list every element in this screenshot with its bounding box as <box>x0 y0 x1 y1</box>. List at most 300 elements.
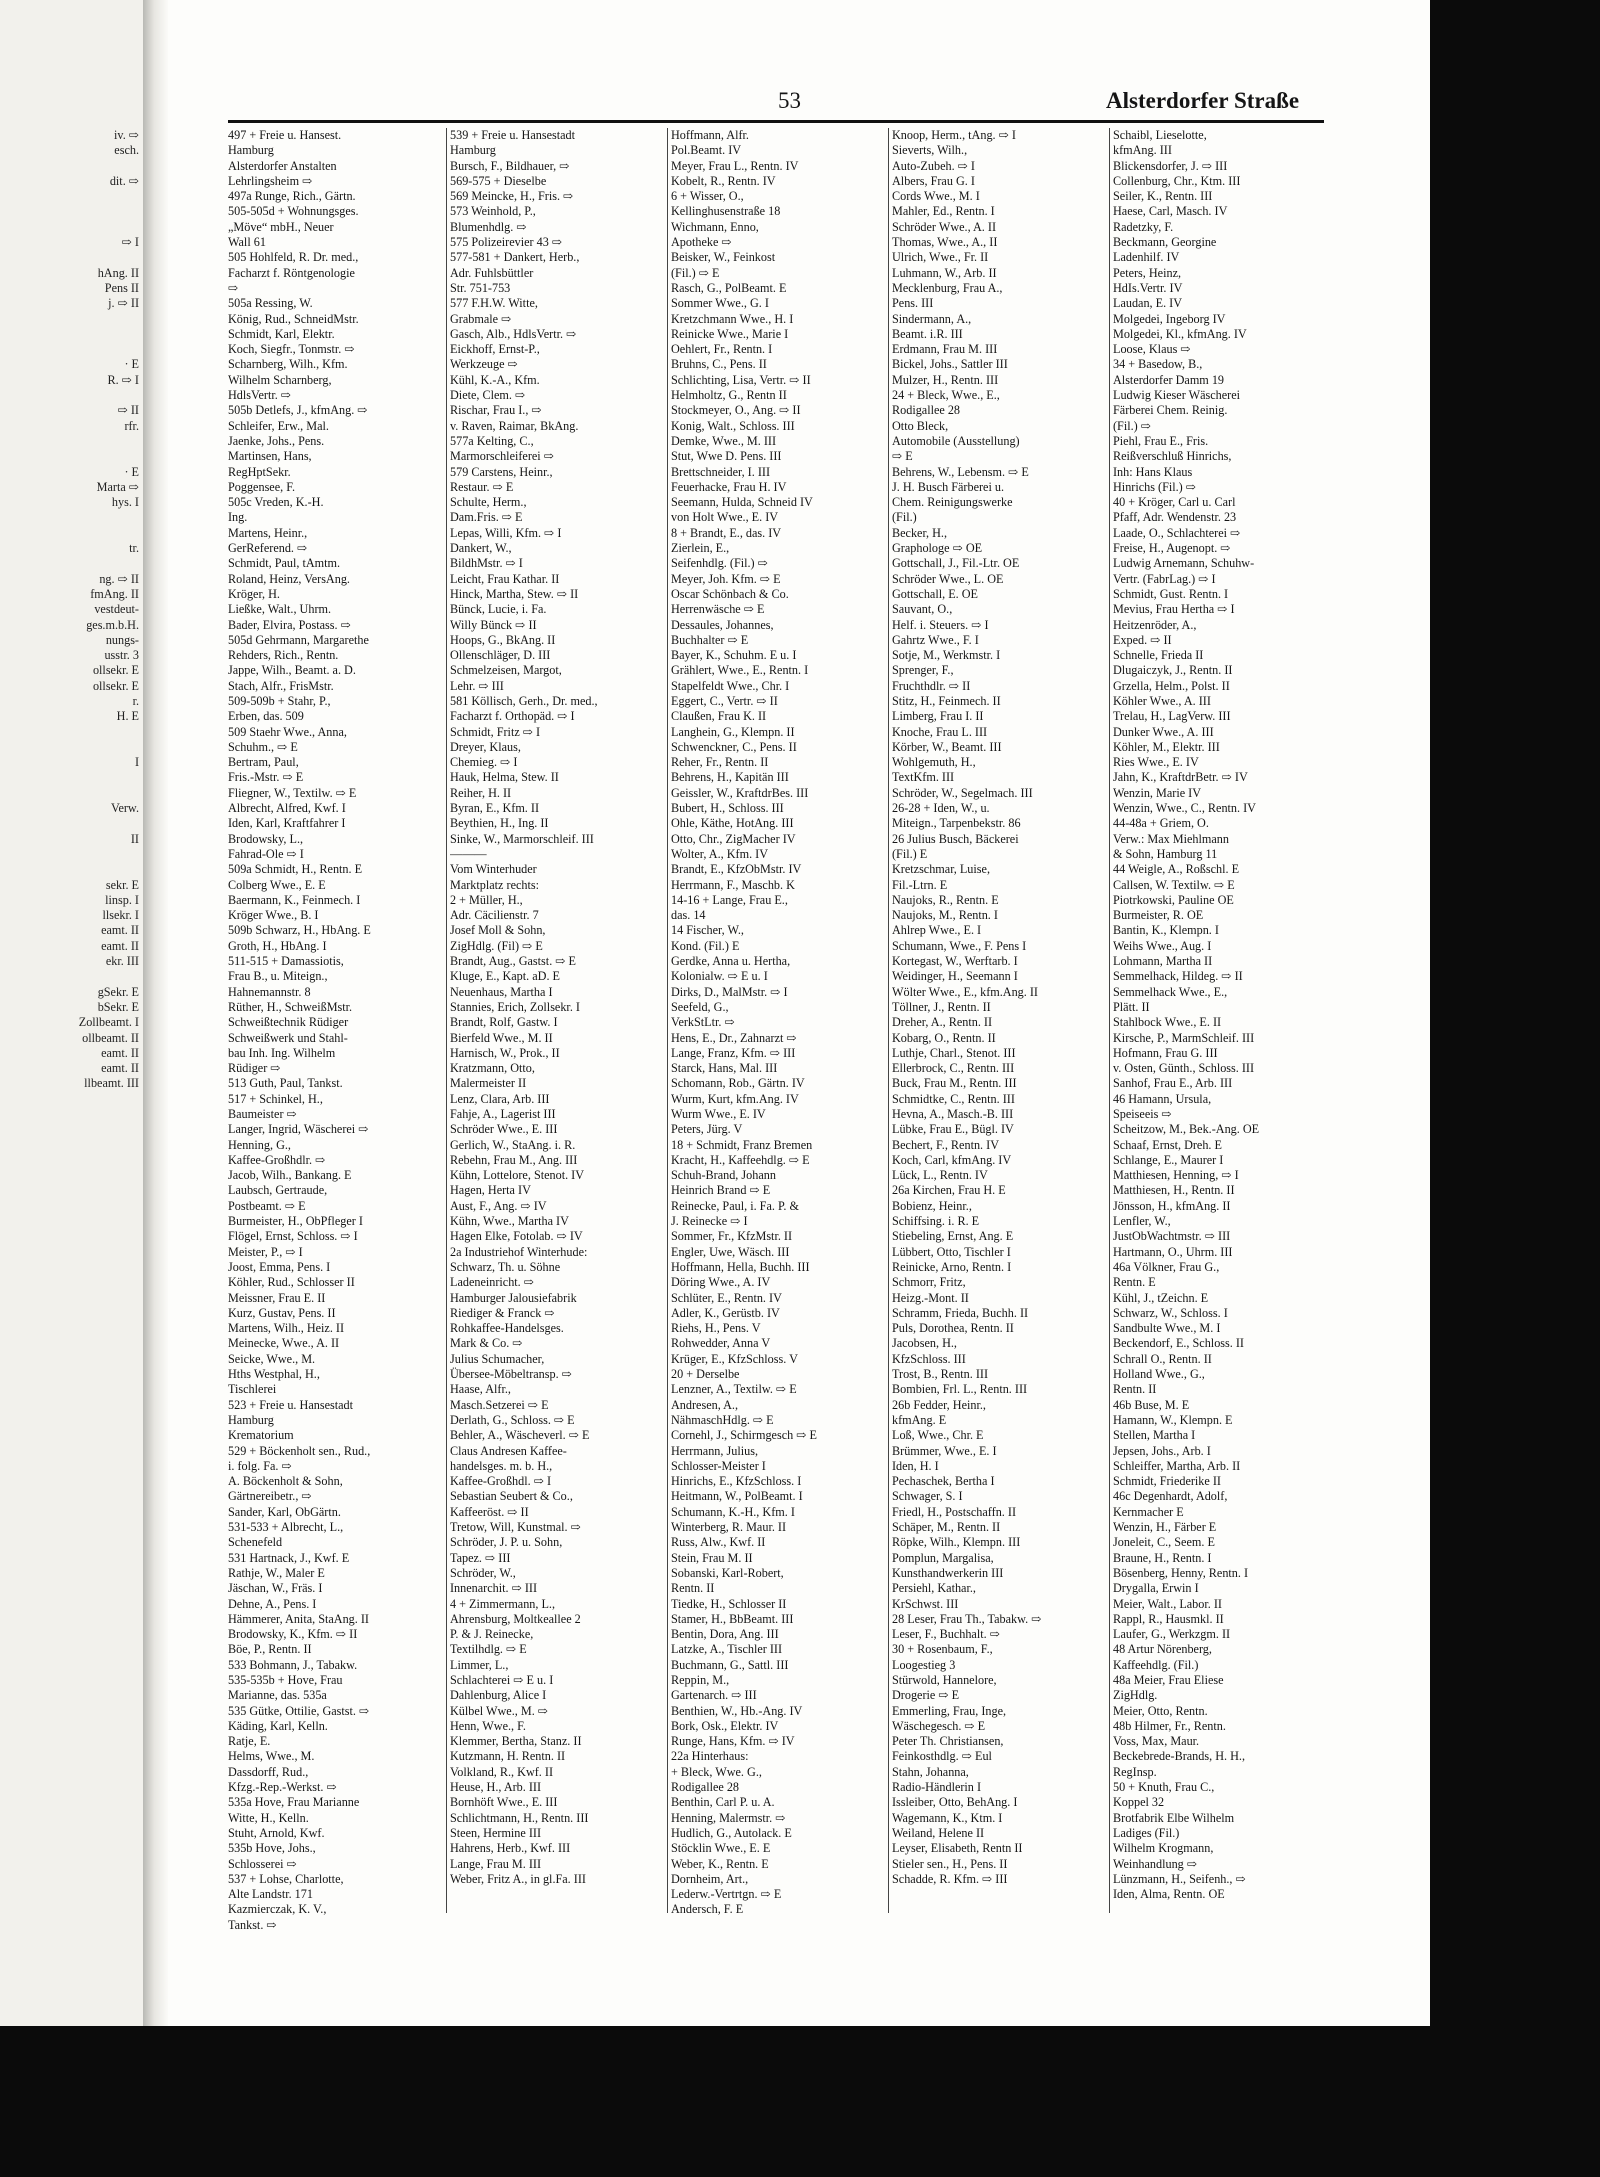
directory-entry-line: Collenburg, Chr., Ktm. III <box>1113 173 1241 188</box>
directory-entry-line: Weiland, Helene II <box>892 1825 985 1840</box>
directory-entry-line: Herrmann, Julius, <box>671 1443 758 1458</box>
directory-entry-line: Wolter, A., Kfm. IV <box>671 846 769 861</box>
directory-entry-line: Schröder, J. P. u. Sohn, <box>450 1535 563 1550</box>
previous-page-line: · E <box>124 357 139 372</box>
directory-entry-line: Kellinghusenstraße 18 <box>671 204 781 219</box>
directory-entry-line: Bobienz, Heinr., <box>892 1198 972 1213</box>
directory-entry-line: Tiedke, H., Schlosser II <box>671 1596 787 1611</box>
directory-entry-line: 533 Bohmann, J., Tabakw. <box>228 1657 358 1672</box>
directory-entry-line: Volkland, R., Kwf. II <box>450 1764 554 1779</box>
previous-page-line <box>79 510 139 525</box>
directory-entry-line: Restaur. ⇨ E <box>450 479 514 494</box>
directory-entry-line: Sandbulte Wwe., M. I <box>1113 1321 1221 1336</box>
directory-entry-line: Helf. i. Steuers. ⇨ I <box>892 617 989 632</box>
directory-entry-line: von Holt Wwe., E. IV <box>671 510 779 525</box>
directory-entry-line: Luhmann, W., Arb. II <box>892 265 997 280</box>
directory-entry-line: JustObWachtmstr. ⇨ III <box>1113 1229 1231 1244</box>
directory-entry-line: Kröger, H. <box>228 586 280 601</box>
directory-entry-line: 8 + Brandt, E., das. IV <box>671 525 782 540</box>
directory-entry-line: Stiebeling, Ernst, Ang. E <box>892 1229 1014 1244</box>
directory-entry-line: Haese, Carl, Masch. IV <box>1113 204 1228 219</box>
directory-entry-line: Ries Wwe., E. IV <box>1113 755 1199 770</box>
directory-entry-line: Scharnberg, Wilh., Kfm. <box>228 357 348 372</box>
directory-entry-line: Julius Schumacher, <box>450 1351 545 1366</box>
directory-entry-line: Laufer, G., Werkzgm. II <box>1113 1627 1231 1642</box>
directory-entry-line: Matthiesen, Henning, ⇨ I <box>1113 1168 1239 1183</box>
directory-entry-line: Fil.-Ltrn. E <box>892 877 948 892</box>
directory-entry-line: Hahrens, Herb., Kwf. III <box>450 1841 571 1856</box>
directory-entry-line: 2a Industriehof Winterhude: <box>450 1244 588 1259</box>
directory-entry-line: Schnelle, Frieda II <box>1113 648 1204 663</box>
directory-entry-line: Fahrad-Ole ⇨ I <box>228 846 304 861</box>
directory-entry-line: Weidinger, H., Seemann I <box>892 969 1018 984</box>
directory-entry-line: Mark & Co. ⇨ <box>450 1336 523 1351</box>
previous-page-text <box>79 128 139 1092</box>
directory-entry-line: Laubsch, Gertraude, <box>228 1183 328 1198</box>
directory-entry-line: 48b Hilmer, Fr., Rentn. <box>1113 1718 1226 1733</box>
directory-entry-line: Schrall O., Rentn. II <box>1113 1351 1212 1366</box>
directory-entry-line: Schmelzeisen, Margot, <box>450 663 562 678</box>
previous-page-line: tr. <box>129 541 139 556</box>
directory-entry-line: Kracht, H., Kaffeehdlg. ⇨ E <box>671 1152 810 1167</box>
directory-entry-line: Zierlein, E., <box>671 541 730 556</box>
directory-entry-line: Hofmann, Frau G. III <box>1113 1045 1218 1060</box>
previous-page-line: R. ⇨ I <box>107 372 139 387</box>
directory-entry-line: Rentn. E <box>1113 1275 1156 1290</box>
directory-entry-line: Brodowsky, L., <box>228 831 304 846</box>
directory-entry-line: 511-515 + Damassiotis, <box>228 954 344 969</box>
directory-entry-line: HdIs.Vertr. IV <box>1113 280 1183 295</box>
directory-entry-line: Lange, Frau M. III <box>450 1856 542 1871</box>
directory-entry-line: Kernmacher E <box>1113 1504 1184 1519</box>
directory-entry-line: Leicht, Frau Kathar. II <box>450 571 560 586</box>
directory-entry-line: Diete, Clem. ⇨ <box>450 388 526 403</box>
directory-entry-line: Radio-Händlerin I <box>892 1780 982 1795</box>
directory-entry-line: Wäschegesch. ⇨ E <box>892 1718 986 1733</box>
directory-entry-line: Lenzner, A., Textilw. ⇨ E <box>671 1382 797 1397</box>
directory-entry-line: Meier, Walt., Labor. II <box>1113 1596 1222 1611</box>
directory-entry-line: Jahn, K., KraftdrBetr. ⇨ IV <box>1113 770 1248 785</box>
directory-entry-line: Marianne, das. 535a <box>228 1688 327 1703</box>
directory-entry-line: 24 + Bleck, Wwe., E., <box>892 388 1000 403</box>
directory-entry-line: Bantin, K., Klempn. I <box>1113 923 1219 938</box>
previous-page-line: rfr. <box>124 418 139 433</box>
directory-entry-line: Rodigallee 28 <box>892 403 961 418</box>
directory-entry-line: Chem. Reinigungswerke <box>892 495 1013 510</box>
directory-entry-line: Stitz, H., Feinmech. II <box>892 693 1001 708</box>
directory-entry-line: 509b Schwarz, H., HbAng. E <box>228 923 371 938</box>
directory-entry-line: Laudan, E. IV <box>1113 296 1183 311</box>
directory-entry-line: Rentn. II <box>671 1581 715 1596</box>
directory-entry-line: 513 Guth, Paul, Tankst. <box>228 1076 343 1091</box>
directory-entry-line: Grzella, Helm., Polst. II <box>1113 678 1230 693</box>
directory-entry-line: Heitzenröder, A., <box>1113 617 1197 632</box>
directory-entry-line: Schwenckner, C., Pens. II <box>671 739 797 754</box>
directory-entry-line: Töllner, J., Rentn. II <box>892 999 991 1014</box>
previous-page-line: · E <box>124 464 139 479</box>
directory-entry-line: J. H. Busch Färberei u. <box>892 479 1005 494</box>
directory-entry-line: Färberei Chem. Reinig. <box>1113 403 1228 418</box>
directory-entry-line: Henning, Malermstr. ⇨ <box>671 1810 786 1825</box>
directory-entry-line: Mahler, Ed., Rentn. I <box>892 204 995 219</box>
directory-entry-line: Neuenhaus, Martha I <box>450 984 553 999</box>
directory-entry-line: Lenz, Clara, Arb. III <box>450 1091 550 1106</box>
directory-entry-line: 26a Kirchen, Frau H. E <box>892 1183 1006 1198</box>
directory-entry-line: 505a Ressing, W. <box>228 296 313 311</box>
directory-entry-line: Heizg.-Mont. II <box>892 1290 969 1305</box>
directory-entry-line: Limberg, Frau I. II <box>892 709 984 724</box>
directory-entry-line: Beisker, W., Feinkost <box>671 250 776 265</box>
directory-entry-line: Heinrich Brand ⇨ E <box>671 1183 771 1198</box>
directory-entry-line: Koch, Siegfr., Tonmstr. ⇨ <box>228 342 355 357</box>
directory-entry-line: Gahrtz Wwe., F. I <box>892 632 979 647</box>
directory-entry-line: Riediger & Franck ⇨ <box>450 1305 555 1320</box>
directory-entry-line: Innenarchit. ⇨ III <box>450 1581 538 1596</box>
directory-entry-line: Sprenger, F., <box>892 663 954 678</box>
directory-entry-line: Ließke, Walt., Uhrm. <box>228 602 332 617</box>
directory-entry-line: Reißverschluß Hinrichs, <box>1113 449 1232 464</box>
directory-entry-line: Masch.Setzerei ⇨ E <box>450 1397 549 1412</box>
directory-entry-line: 26-28 + Iden, W., u. <box>892 801 990 816</box>
previous-page-line: r. <box>132 693 139 708</box>
directory-entry-line: 20 + Derselbe <box>671 1367 740 1382</box>
running-head: Alsterdorfer Straße <box>1106 88 1300 113</box>
book-gutter <box>143 0 168 2177</box>
directory-entry-line: 44 Weigle, A., Roßschl. E <box>1113 862 1240 877</box>
directory-entry-line: + Bleck, Wwe. G., <box>671 1764 762 1779</box>
directory-column-2 <box>450 128 666 1978</box>
directory-entry-line: Gerdke, Anna u. Hertha, <box>671 954 791 969</box>
directory-entry-line: Otto, Chr., ZigMacher IV <box>671 831 796 846</box>
scan-border-right <box>1430 0 1600 2177</box>
directory-entry-line: Langer, Ingrid, Wäscherei ⇨ <box>228 1122 369 1137</box>
directory-entry-line: 577 F.H.W. Witte, <box>450 296 538 311</box>
directory-entry-line: Leyser, Elisabeth, Rentn II <box>892 1841 1023 1856</box>
directory-entry-line: Schlosser-Meister I <box>671 1458 766 1473</box>
directory-entry-line: 535-535b + Hove, Frau <box>228 1672 343 1687</box>
directory-entry-line: Jacob, Wilh., Bankang. E <box>228 1168 352 1183</box>
directory-entry-line: Schlichting, Lisa, Vertr. ⇨ II <box>671 372 811 387</box>
directory-entry-line: Erdmann, Frau M. III <box>892 342 998 357</box>
directory-entry-line: Bösenberg, Henny, Rentn. I <box>1113 1565 1249 1580</box>
directory-entry-line: Rasch, G., PolBeamt. E <box>671 280 787 295</box>
directory-entry-line: 48 Artur Nörenberg, <box>1113 1642 1212 1657</box>
directory-entry-line: Rathje, W., Maler E <box>228 1565 325 1580</box>
directory-entry-line: Becker, H., <box>892 525 948 540</box>
directory-entry-line: Kirsche, P., MarmSchleif. III <box>1113 1030 1255 1045</box>
directory-entry-line: Dornheim, Art., <box>671 1871 749 1886</box>
directory-entry-line: Lange, Franz, Kfm. ⇨ III <box>671 1045 796 1060</box>
directory-entry-line: Poggensee, F. <box>228 479 296 494</box>
previous-page-line: dit. ⇨ <box>109 173 139 188</box>
directory-entry-line: 48a Meier, Frau Eliese <box>1113 1672 1224 1687</box>
directory-entry-line: Kunsthandwerkerin III <box>892 1565 1004 1580</box>
directory-entry-line: 28 Leser, Frau Th., Tabakw. ⇨ <box>892 1611 1042 1626</box>
directory-entry-line: Pomplun, Margalisa, <box>892 1550 994 1565</box>
directory-entry-line: Kretzschmar, Luise, <box>892 862 990 877</box>
directory-entry-line: Gottschall, J., Fil.-Ltr. OE <box>892 556 1020 571</box>
column-divider <box>446 128 447 1913</box>
directory-entry-line: (Fil.) ⇨ <box>1113 418 1151 433</box>
directory-entry-line: 505 Hohlfeld, R. Dr. med., <box>228 250 359 265</box>
directory-entry-line: Colberg Wwe., E. E <box>228 877 326 892</box>
directory-entry-line: Gartenarch. ⇨ III <box>671 1688 757 1703</box>
directory-entry-line: Wenzin, Wwe., C., Rentn. IV <box>1113 801 1256 816</box>
directory-entry-line: Rappl, R., Hausmkl. II <box>1113 1611 1224 1626</box>
directory-entry-line: Schlichtmann, H., Rentn. III <box>450 1810 589 1825</box>
directory-entry-line: Feuerhacke, Frau H. IV <box>671 479 787 494</box>
directory-entry-line: Claußen, Frau K. II <box>671 709 767 724</box>
directory-entry-line: Mecklenburg, Frau A., <box>892 280 1003 295</box>
directory-entry-line: Lepas, Willi, Kfm. ⇨ I <box>450 525 562 540</box>
directory-entry-line: Koppel 32 <box>1113 1795 1165 1810</box>
directory-entry-line: 44-48a + Griem, O. <box>1113 816 1209 831</box>
directory-entry-line: Pfaff, Adr. Wendenstr. 23 <box>1113 510 1237 525</box>
directory-entry-line: TextKfm. III <box>892 770 955 785</box>
directory-entry-line: Oscar Schönbach & Co. <box>671 586 789 601</box>
directory-entry-line: ZigHdlg. (Fil) ⇨ E <box>450 938 543 953</box>
directory-entry-line: Bünck, Lucie, i. Fa. <box>450 602 547 617</box>
directory-entry-line: Emmerling, Frau, Inge, <box>892 1703 1007 1718</box>
directory-entry-line: BildhMstr. ⇨ I <box>450 556 523 571</box>
directory-entry-line: Benthien, W., Hb.-Ang. IV <box>671 1703 803 1718</box>
directory-entry-line: Stuht, Arnold, Kwf. <box>228 1825 325 1840</box>
directory-entry-line: Kolonialw. ⇨ E u. I <box>671 969 768 984</box>
directory-entry-line: Postbeamt. ⇨ E <box>228 1198 306 1213</box>
previous-page-line: linsp. I <box>105 892 139 907</box>
directory-entry-line: Heuse, H., Arb. III <box>450 1780 542 1795</box>
directory-entry-line: Köhler, Rud., Schlosser II <box>228 1275 355 1290</box>
directory-entry-line: Jaenke, Johs., Pens. <box>228 433 325 448</box>
directory-entry-line: Bickel, Johs., Sattler III <box>892 357 1008 372</box>
directory-entry-line: Hahnemannstr. 8 <box>228 984 311 999</box>
directory-entry-line: 46a Völkner, Frau G., <box>1113 1259 1220 1274</box>
directory-entry-line: Brodowsky, K., Kfm. ⇨ II <box>228 1627 358 1642</box>
directory-entry-line: Ratje, E. <box>228 1734 271 1749</box>
directory-entry-line: Matthiesen, H., Rentn. II <box>1113 1183 1235 1198</box>
directory-entry-line: Schramm, Frieda, Buchh. II <box>892 1305 1029 1320</box>
directory-entry-line: Sieverts, Wilh., <box>892 143 968 158</box>
directory-entry-line: Meinecke, Wwe., A. II <box>228 1336 340 1351</box>
directory-entry-line: Bertram, Paul, <box>228 755 299 770</box>
directory-entry-line: Wenzin, Marie IV <box>1113 785 1202 800</box>
directory-entry-line: Friedl, H., Postschaffn. II <box>892 1504 1017 1519</box>
directory-entry-line: Lehrlingsheim ⇨ <box>228 173 313 188</box>
directory-entry-line: Vom Winterhuder <box>450 862 537 877</box>
directory-entry-line: Wurm, Kurt, kfm.Ang. IV <box>671 1091 799 1106</box>
directory-entry-line: Alte Landstr. 171 <box>228 1887 313 1902</box>
previous-page-line: eamt. II <box>101 923 139 938</box>
directory-entry-line: Henning, G., <box>228 1137 291 1152</box>
directory-entry-line: Meissner, Frau E. II <box>228 1290 326 1305</box>
directory-entry-line: Seifenhdlg. (Fil.) ⇨ <box>671 556 768 571</box>
previous-page-line <box>79 770 139 785</box>
previous-page-line <box>79 342 139 357</box>
directory-entry-line: Wenzin, H., Färber E <box>1113 1520 1217 1535</box>
directory-entry-line: Radetzky, F. <box>1113 219 1174 234</box>
directory-entry-line: Schmidt, Karl, Elektr. <box>228 326 335 341</box>
column-divider <box>1109 128 1110 1913</box>
directory-entry-line: Kühl, J., tZeichn. E <box>1113 1290 1209 1305</box>
directory-entry-line: Hths Westphal, H., <box>228 1367 320 1382</box>
directory-entry-line: (Fil.) E <box>892 846 928 861</box>
directory-entry-line: Mevius, Frau Hertha ⇨ I <box>1113 602 1235 617</box>
directory-entry-line: 30 + Rosenbaum, F., <box>892 1642 993 1657</box>
directory-entry-line: Ludwig Arnemann, Schuhw- <box>1113 556 1255 571</box>
previous-page-line: bSekr. E <box>97 999 139 1014</box>
directory-entry-line: Reinecke, Paul, i. Fa. P. & <box>671 1198 799 1213</box>
directory-entry-line: 569 Meincke, H., Fris. ⇨ <box>450 189 574 204</box>
directory-entry-line: 505-505d + Wohnungsges. <box>228 204 359 219</box>
directory-entry-line: Ladenhilf. IV <box>1113 250 1180 265</box>
directory-entry-line: Persiehl, Kathar., <box>892 1581 976 1596</box>
directory-entry-line: Wichmann, Enno, <box>671 219 759 234</box>
directory-entry-line: Stach, Alfr., FrisMstr. <box>228 678 334 693</box>
directory-entry-line: das. 14 <box>671 908 706 923</box>
directory-entry-line: Weber, Fritz A., in gl.Fa. III <box>450 1871 586 1886</box>
directory-entry-line: 509-509b + Stahr, P., <box>228 693 331 708</box>
directory-entry-line: Derlath, G., Schloss. ⇨ E <box>450 1412 575 1427</box>
directory-entry-line: Kfzg.-Rep.-Werkst. ⇨ <box>228 1780 337 1795</box>
directory-entry-line: Ing. <box>228 510 248 525</box>
directory-entry-line: Ellerbrock, C., Rentn. III <box>892 1061 1015 1076</box>
directory-entry-line: Loose, Klaus ⇨ <box>1113 342 1191 357</box>
previous-page-line: II <box>130 831 139 846</box>
directory-entry-line: Kühn, Wwe., Martha IV <box>450 1214 569 1229</box>
directory-entry-line: Feinkosthdlg. ⇨ Eul <box>892 1749 992 1764</box>
directory-entry-line: Hevna, A., Masch.-B. III <box>892 1107 1014 1121</box>
directory-entry-line: Otto Bleck, <box>892 418 949 433</box>
directory-entry-line: Brotfabrik Elbe Wilhelm <box>1113 1810 1235 1825</box>
directory-entry-line: Automobile (Ausstellung) <box>892 433 1020 448</box>
previous-page-line <box>79 434 139 449</box>
directory-entry-line: Eickhoff, Ernst-P., <box>450 342 540 357</box>
directory-entry-line: Fliegner, W., Textilw. ⇨ E <box>228 785 357 800</box>
column-divider <box>667 128 668 1913</box>
directory-entry-line: Reher, Fr., Rentn. II <box>671 755 769 770</box>
directory-entry-line: Kobelt, R., Rentn. IV <box>671 173 776 188</box>
directory-entry-line: Röpke, Wilh., Klempn. III <box>892 1535 1021 1550</box>
directory-entry-line: Sander, Karl, ObGärtn. <box>228 1504 341 1519</box>
directory-entry-line: Beckmann, Georgine <box>1113 235 1217 250</box>
directory-entry-line: Sommer, Fr., KfzMstr. II <box>671 1229 793 1244</box>
directory-entry-line: Helmholtz, G., Rentn II <box>671 388 787 403</box>
directory-entry-line: Wölter Wwe., E., kfm.Ang. II <box>892 984 1038 999</box>
directory-entry-line: Weihs Wwe., Aug. I <box>1113 938 1212 953</box>
previous-page-line <box>79 312 139 327</box>
previous-page-line: hys. I <box>111 495 139 510</box>
directory-entry-line: Schröder Wwe., A. II <box>892 219 997 234</box>
directory-entry-line: Dessaules, Johannes, <box>671 617 774 632</box>
directory-column-3 <box>671 128 887 1978</box>
directory-entry-line: Schäper, M., Rentn. II <box>892 1520 1001 1535</box>
previous-page-line <box>79 969 139 984</box>
directory-entry-line: Behrens, H., Kapitän III <box>671 770 789 785</box>
directory-column-4 <box>892 128 1108 1978</box>
directory-entry-line: Groth, H., HbAng. I <box>228 938 327 953</box>
directory-entry-line: Iden, Karl, Kraftfahrer I <box>228 816 346 831</box>
directory-entry-line: Buck, Frau M., Rentn. III <box>892 1076 1017 1091</box>
previous-page-line: j. ⇨ II <box>108 296 139 311</box>
directory-entry-line: Dassdorff, Rud., <box>228 1764 309 1779</box>
directory-entry-line: NähmaschHdlg. ⇨ E <box>671 1412 774 1427</box>
directory-entry-line: Dreyer, Klaus, <box>450 739 521 754</box>
directory-entry-line: Adr. Cäcilienstr. 7 <box>450 908 539 923</box>
directory-entry-line: Auto-Zubeh. ⇨ I <box>892 158 975 173</box>
directory-entry-line: Engler, Uwe, Wäsch. III <box>671 1244 790 1259</box>
directory-entry-line: Burmeister, R. OE <box>1113 908 1204 923</box>
directory-entry-line: Klemmer, Bertha, Stanz. II <box>450 1734 582 1749</box>
directory-entry-line: Andersch, F. E <box>671 1902 744 1917</box>
directory-entry-line: 14 Fischer, W., <box>671 923 744 938</box>
directory-entry-line: Meyer, Frau L., Rentn. IV <box>671 158 799 173</box>
previous-page-line: llsekr. I <box>102 908 139 923</box>
scan-border-bottom <box>0 2026 1430 2177</box>
directory-entry-line: Laade, O., Schlachterei ⇨ <box>1113 525 1241 540</box>
directory-entry-line: Wilhelm Scharnberg, <box>228 372 332 387</box>
directory-entry-line: Schweißtechnik Rüdiger <box>228 1015 349 1030</box>
previous-page-line <box>79 327 139 342</box>
directory-entry-line: Mulzer, H., Rentn. III <box>892 372 999 387</box>
previous-page-line: ⇨ I <box>121 235 139 250</box>
directory-entry-line: Schaibl, Lieselotte, <box>1113 128 1207 142</box>
directory-entry-line: Weinhandlung ⇨ <box>1113 1856 1198 1871</box>
directory-entry-line: Riehs, H., Pens. V <box>671 1321 761 1336</box>
directory-entry-line: Bentin, Dora, Ang. III <box>671 1627 779 1642</box>
previous-page-line: ng. ⇨ II <box>99 571 139 586</box>
directory-entry-line: Döring Wwe., A. IV <box>671 1275 771 1290</box>
directory-entry-line: 22a Hinterhaus: <box>671 1749 749 1764</box>
directory-entry-line: kfmAng. III <box>1113 143 1172 158</box>
directory-entry-line: Kond. (Fil.) E <box>671 938 740 953</box>
directory-entry-line: Voss, Max, Maur. <box>1113 1734 1200 1749</box>
directory-entry-line: Loogestieg 3 <box>892 1657 956 1672</box>
directory-entry-line: Lünzmann, H., Seifenh., ⇨ <box>1113 1871 1246 1886</box>
directory-entry-line: 531 Hartnack, J., Kwf. E <box>228 1550 350 1565</box>
directory-entry-line: Tischlerei <box>228 1382 277 1397</box>
directory-entry-line: Jönsson, H., kfmAng. II <box>1113 1198 1231 1213</box>
directory-entry-line: Lück, L., Rentn. IV <box>892 1168 988 1183</box>
directory-entry-line: Jappe, Wilh., Beamt. a. D. <box>228 663 356 678</box>
directory-entry-line: (Fil.) <box>892 510 917 525</box>
directory-entry-line: Tapez. ⇨ III <box>450 1550 511 1565</box>
directory-entry-line: Iden, H. I <box>892 1458 939 1473</box>
directory-entry-line: Schulte, Herm., <box>450 495 527 510</box>
directory-entry-line: Schröder Wwe., L. OE <box>892 571 1004 586</box>
directory-entry-line: Drogerie ⇨ E <box>892 1688 960 1703</box>
directory-entry-line: Chemieg. ⇨ I <box>450 755 518 770</box>
directory-entry-line: Kratzmann, Otto, <box>450 1061 535 1076</box>
directory-entry-line: Lenfler, W., <box>1113 1214 1171 1229</box>
directory-entry-line: Thomas, Wwe., A., II <box>892 235 998 250</box>
directory-entry-line: Behler, A., Wäscheverl. ⇨ E <box>450 1428 590 1443</box>
directory-entry-line: Miteign., Tarpenbekstr. 86 <box>892 816 1021 831</box>
directory-entry-line: Schleiffer, Martha, Arb. II <box>1113 1458 1241 1473</box>
directory-entry-line: Ollenschläger, D. III <box>450 648 551 663</box>
directory-entry-line: Dahlenburg, Alice I <box>450 1688 547 1703</box>
previous-page-line <box>79 220 139 235</box>
directory-entry-line: Hoffmann, Alfr. <box>671 128 749 142</box>
directory-entry-line: 509a Schmidt, H., Rentn. E <box>228 862 363 877</box>
directory-entry-line: Ladeneinricht. ⇨ <box>450 1275 534 1290</box>
directory-entry-line: Schmidtke, C., Rentn. III <box>892 1091 1015 1106</box>
directory-entry-line: Reinicke, Arno, Rentn. I <box>892 1259 1012 1274</box>
directory-entry-line: handelsges. m. b. H., <box>450 1458 553 1473</box>
directory-entry-line: Piotrkowski, Pauline OE <box>1113 892 1234 907</box>
directory-entry-line: Schaaf, Ernst, Dreh. E <box>1113 1137 1222 1152</box>
directory-entry-line: Hauk, Helma, Stew. II <box>450 770 559 785</box>
directory-entry-line: Herrmann, F., Maschb. K <box>671 877 795 892</box>
